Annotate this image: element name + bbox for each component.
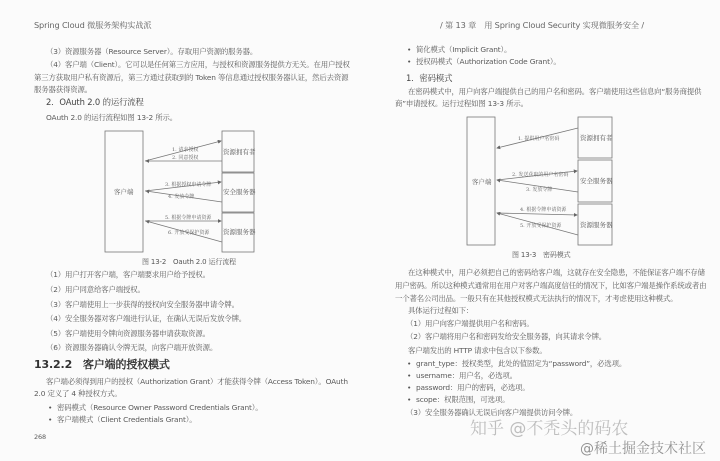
paragraph-line: 2.0 定义了 4 种授权方式。: [34, 389, 122, 398]
step-item: （5）客户端使用令牌向资源服务器申请获取资源。: [46, 329, 210, 338]
paragraph-line: （3）资源服务器（Resource Server）。存取用户资源的服务器。: [46, 47, 258, 56]
bullet-item: • 密码模式（Resource Owner Password Credentials Grant）。: [57, 403, 263, 413]
step-item: （4）安全服务器对客户端进行认证，在确认无误后发放令牌。: [46, 314, 247, 323]
arrow-label: 1. 提供用户名密码: [518, 136, 560, 142]
box-label: 资源拥有者: [223, 148, 256, 156]
paragraph-line: 用户密码。所以这种模式通常用在用户对客户端高度信任的情况下，比如客户端是操作系统或者由: [395, 281, 707, 290]
paragraph-line: 商”申请授权。运行过程如图 13-3 所示。: [395, 99, 528, 108]
box-label: 安全服务器: [580, 177, 613, 185]
watermark-zhihu: 知乎 @不秃头的码农: [470, 419, 629, 439]
param-item: • password：用户的密码，必选项。: [416, 383, 530, 393]
arrow-label: 3. 根据授权申请令牌: [165, 182, 212, 188]
paragraph-line: 一个著名公司出品。一般只有在其他授权模式无法执行的情况下，才考虑使用这种模式。: [395, 294, 678, 303]
paragraph-line: 客户端必须得到用户的授权（Authorization Grant）才能获得令牌（Access Token）。OAuth: [46, 377, 348, 386]
step-item: （1）用户打开客户端，客户端要求用户给予授权。: [46, 270, 210, 279]
param-item: • grant_type：授权类型，此处的值固定为“password”，必选项。: [416, 359, 626, 369]
running-header-right: / 第 13 章 用 Spring Cloud Security 实现微服务安全 /: [440, 20, 644, 30]
arrow-4: [497, 213, 577, 215]
step-item: （2）客户端将用户名和密码发给安全服务器，向其请求令牌。: [406, 332, 607, 341]
paragraph-line: 服务器获得资源。: [34, 85, 92, 94]
arrow-label: 6. 开放受保护资源: [168, 230, 210, 236]
page-number: 268: [34, 433, 46, 441]
paragraph-line: 客户端发出的 HTTP 请求中包含以下参数。: [408, 346, 547, 355]
arrow-label: 3. 发放令牌: [526, 187, 553, 193]
param-item: • scope：权限范围，可选项。: [416, 395, 509, 405]
figure-caption: 图 13-3 密码模式: [512, 251, 571, 259]
bullet-item: • 简化模式（Implicit Grant）。: [416, 45, 511, 55]
paragraph-line: 在这种模式中，用户必须把自己的密码给客户端，这就存在安全隐患，不能保证客户端不存储: [408, 268, 705, 277]
paragraph-line: （4）客户端（Client）。它可以是任何第三方应用，与授权和资源服务提供方无关。在用户授权: [46, 60, 350, 69]
bullet-item: • 客户端模式（Client Credentials Grant）。: [57, 415, 197, 425]
step-item: （3）安全服务器确认无误后向客户端提供访问令牌。: [406, 408, 578, 417]
arrow-label: 5. 根据令牌申请资源: [165, 215, 212, 221]
arrow-label: 4. 发放令牌: [168, 194, 195, 200]
subheading: 2．OAuth 2.0 的运行流程: [46, 97, 144, 107]
box-label: 安全服务器: [223, 188, 256, 196]
arrow-label: 5. 开放受保护资源: [520, 223, 562, 229]
box-label: 资源服务器: [223, 228, 256, 236]
step-item: （1）用户向客户端提供用户名和密码。: [406, 319, 534, 328]
paragraph-line: 在密码模式中，用户向客户端提供自己的用户名和密码。客户端使用这些信息向“服务商提供: [408, 87, 702, 96]
watermark-juejin: @稀土掘金技术社区: [580, 441, 706, 457]
arrow-label: 4. 根据令牌申请资源: [520, 207, 567, 213]
client-label: 客户端: [472, 178, 492, 186]
step-item: （6）资源服务器确认令牌无误，向客户端开放资源。: [46, 343, 218, 352]
arrow-label: 2. 同意授权: [172, 155, 199, 161]
figure-intro: OAuth 2.0 的运行流程如图 13-2 所示。: [46, 113, 177, 122]
arrow-label: 2. 发送获取的用户名密码: [512, 172, 569, 178]
arrow-label: 1. 请求授权: [172, 147, 199, 153]
bullet-item: • 授权码模式（Authorization Code Grant）。: [416, 57, 561, 67]
box-label: 资源服务器: [580, 221, 613, 229]
paragraph-line: 具体运行过程如下：: [408, 306, 474, 315]
client-label: 客户端: [114, 188, 134, 196]
step-item: （3）客户端使用上一步获得的授权向安全服务器申请令牌。: [46, 300, 239, 309]
box-label: 资源拥有者: [580, 134, 613, 142]
param-item: • username：用户名，必选项。: [416, 371, 517, 381]
step-item: （2）用户同意给客户端授权。: [46, 285, 145, 294]
section-heading: 13.2.2 客户端的授权模式: [34, 358, 170, 371]
figure-caption: 图 13-2 Oauth 2.0 运行流程: [142, 258, 236, 266]
running-header-left: Spring Cloud 微服务架构实战派: [34, 20, 152, 30]
paragraph-line: 第三方获取用户私有资源后，第三方通过获取到的 Token 等信息通过授权服务器认证，然后去资源: [34, 73, 349, 82]
subheading: 1．密码模式: [406, 73, 453, 83]
